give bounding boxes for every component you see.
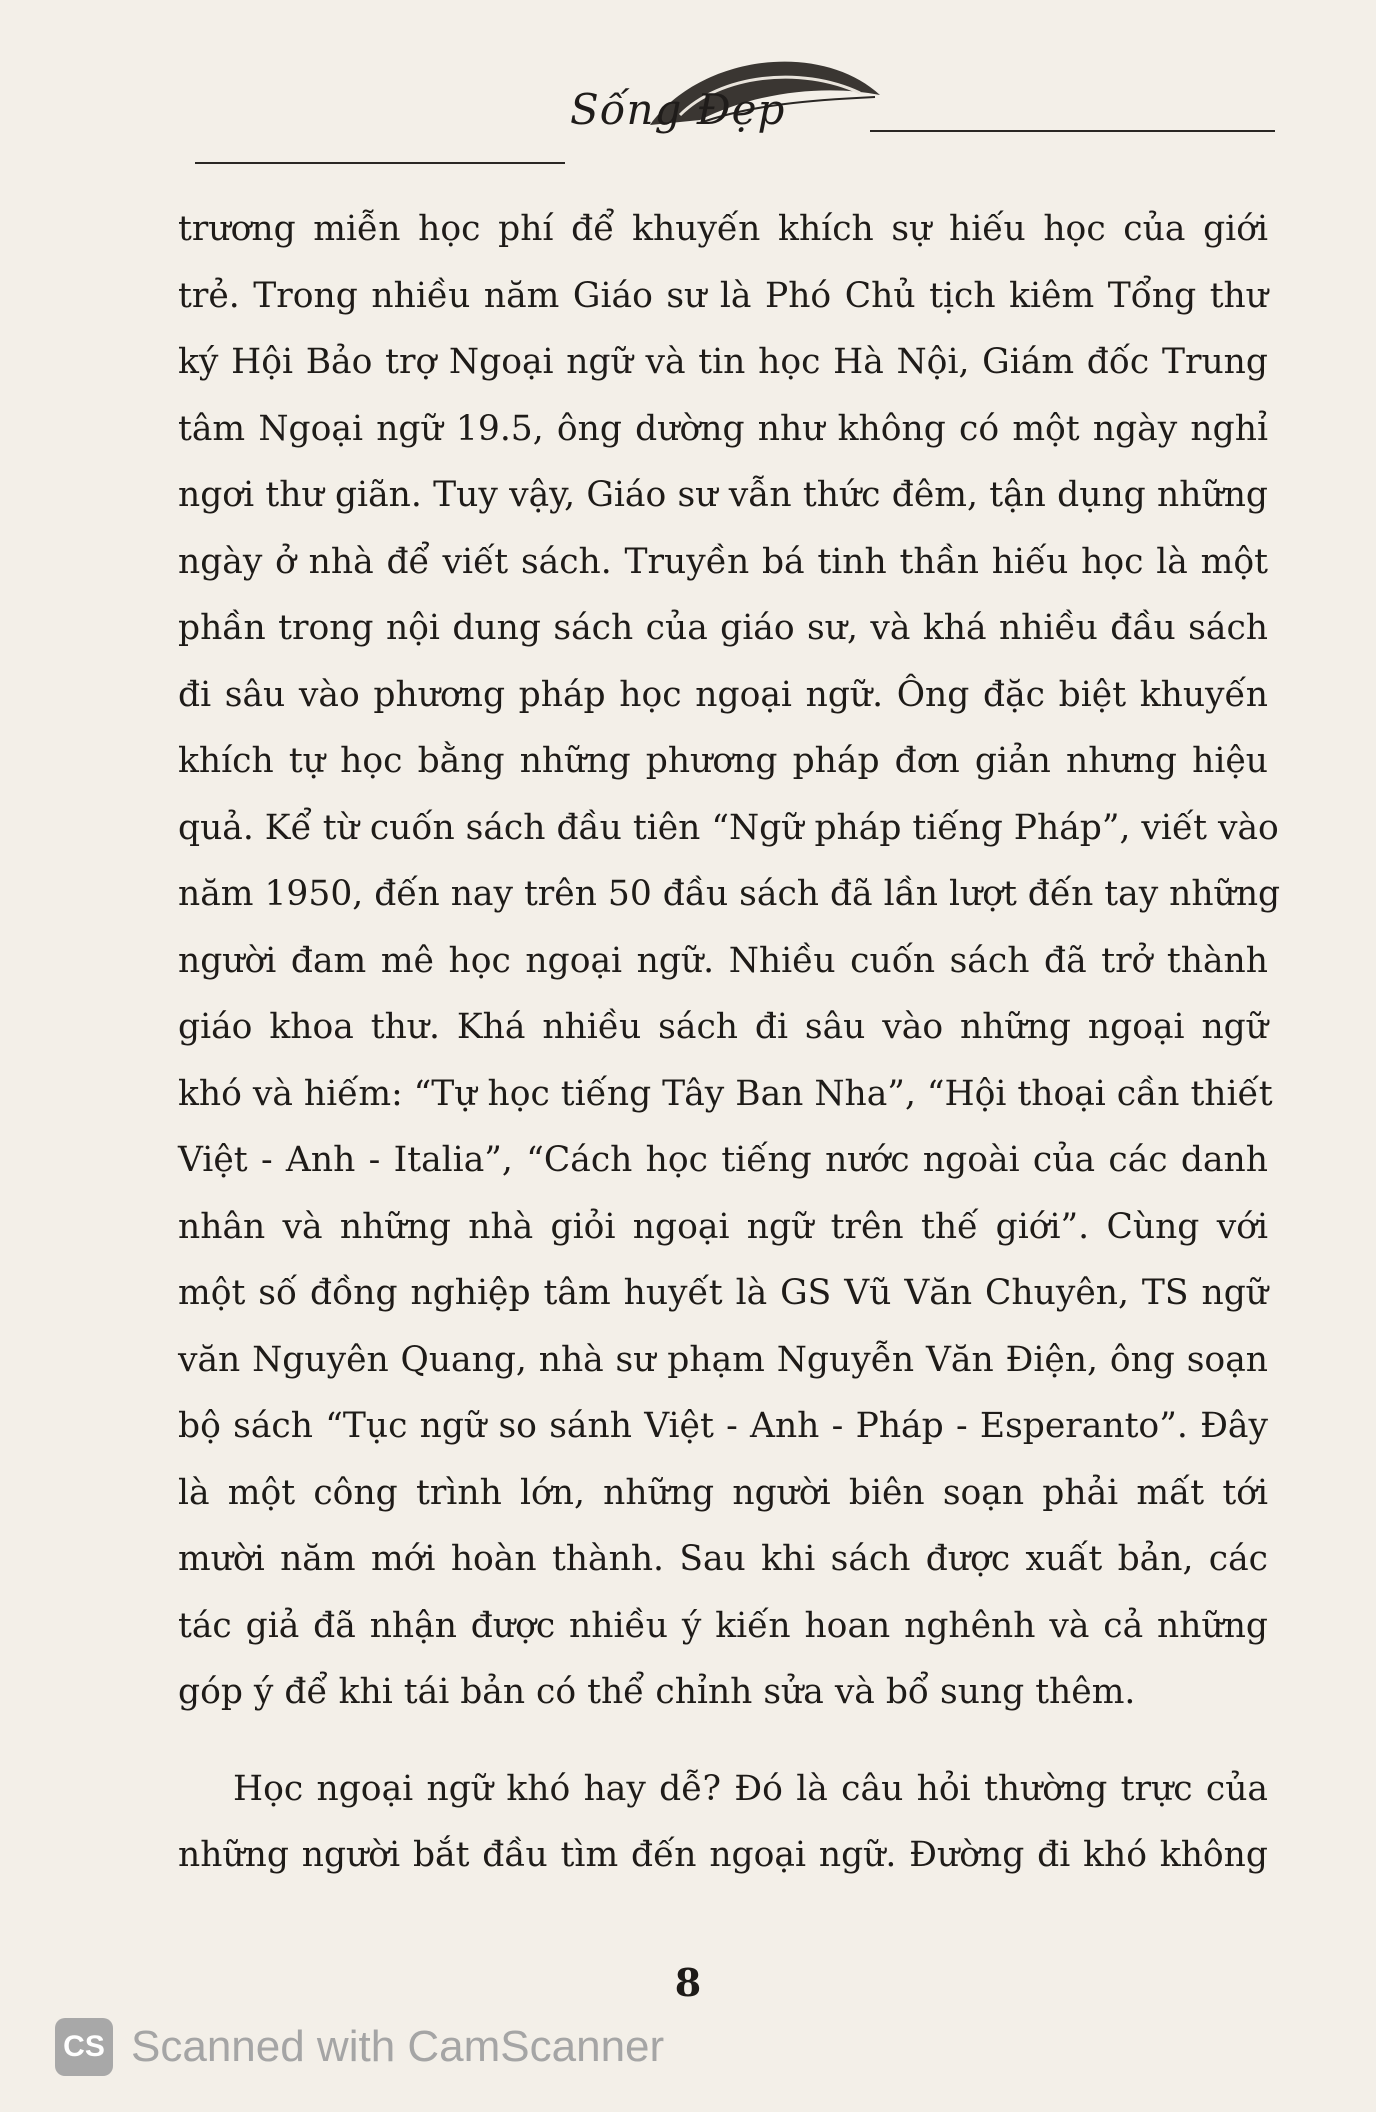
running-header-title: Sống Đẹp	[570, 85, 786, 134]
page-number: 8	[674, 1960, 702, 2005]
text-line: khó và hiếm: “Tự học tiếng Tây Ban Nha”, “Hội thoại cần thiết	[178, 1073, 1273, 1114]
text-line: một số đồng nghiệp tâm huyết là GS Vũ Văn Chuyên, TS ngữ	[178, 1273, 1268, 1313]
text-line: tác giả đã nhận được nhiều ý kiến hoan nghênh và cả những	[178, 1605, 1268, 1646]
text-line: những người bắt đầu tìm đến ngoại ngữ. Đường đi khó không	[178, 1835, 1268, 1875]
text-line: trẻ. Trong nhiều năm Giáo sư là Phó Chủ tịch kiêm Tổng thư	[178, 275, 1268, 316]
page-header-ornament	[0, 30, 1376, 180]
text-line: góp ý để khi tái bản có thể chỉnh sửa và bổ sung thêm.	[178, 1672, 1136, 1712]
text-line: giáo khoa thư. Khá nhiều sách đi sâu vào những ngoại ngữ	[178, 1007, 1268, 1047]
text-line: Việt - Anh - Italia”, “Cách học tiếng nước ngoài của các danh	[178, 1140, 1268, 1180]
text-line: trương miễn học phí để khuyến khích sự hiếu học của giới	[178, 209, 1268, 249]
text-line: quả. Kể từ cuốn sách đầu tiên “Ngữ pháp tiếng Pháp”, viết vào	[178, 807, 1279, 848]
text-line: tâm Ngoại ngữ 19.5, ông dường như không có một ngày nghỉ	[178, 408, 1268, 449]
paragraph-first-line: Học ngoại ngữ khó hay dễ? Đó là câu hỏi thường trực của	[233, 1768, 1268, 1809]
header-rule-left	[195, 162, 565, 164]
text-line: là một công trình lớn, những người biên soạn phải mất tới	[178, 1472, 1268, 1513]
text-line: phần trong nội dung sách của giáo sư, và khá nhiều đầu sách	[178, 608, 1268, 648]
text-line: đi sâu vào phương pháp học ngoại ngữ. Ông đặc biệt khuyến	[178, 674, 1268, 715]
camscanner-watermark	[55, 2012, 664, 2082]
camscanner-logo-icon: CS	[55, 2018, 113, 2076]
text-line: ký Hội Bảo trợ Ngoại ngữ và tin học Hà Nội, Giám đốc Trung	[178, 342, 1268, 382]
text-line: mười năm mới hoàn thành. Sau khi sách được xuất bản, các	[178, 1539, 1268, 1579]
text-line: nhân và những nhà giỏi ngoại ngữ trên thế giới”. Cùng với	[178, 1206, 1268, 1247]
text-line: bộ sách “Tục ngữ so sánh Việt - Anh - Pháp - Esperanto”. Đây	[178, 1406, 1268, 1446]
text-line: năm 1950, đến nay trên 50 đầu sách đã lần lượt đến tay những	[178, 874, 1281, 914]
body-text	[178, 196, 1281, 1889]
watermark-text: Scanned with CamScanner	[131, 2022, 665, 2071]
text-line: người đam mê học ngoại ngữ. Nhiều cuốn sách đã trở thành	[178, 940, 1268, 981]
header-rule-right	[870, 130, 1275, 132]
text-line: khích tự học bằng những phương pháp đơn giản nhưng hiệu	[178, 741, 1268, 781]
text-line: văn Nguyên Quang, nhà sư phạm Nguyễn Văn Điện, ông soạn	[178, 1339, 1268, 1380]
text-line: ngày ở nhà để viết sách. Truyền bá tinh thần hiếu học là một	[178, 541, 1268, 582]
text-line: ngơi thư giãn. Tuy vậy, Giáo sư vẫn thức đêm, tận dụng những	[178, 475, 1268, 515]
